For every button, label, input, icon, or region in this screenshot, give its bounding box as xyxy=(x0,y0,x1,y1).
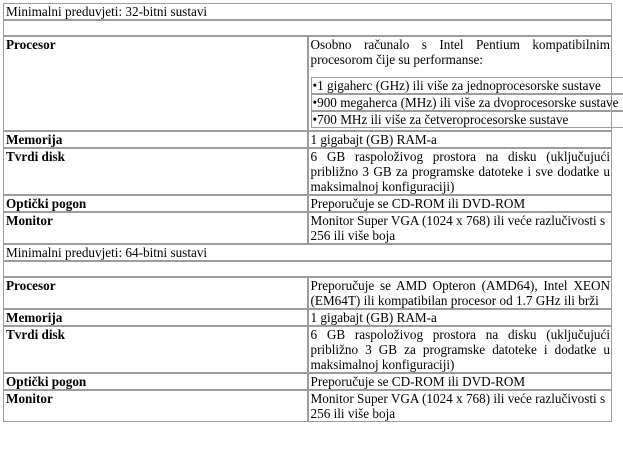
monitor-row xyxy=(3,212,612,244)
processor-option-row xyxy=(311,111,623,128)
disk-row xyxy=(3,326,612,373)
optical-drive-value: Preporučuje se CD-ROM ili DVD-ROM xyxy=(308,373,613,390)
monitor-row xyxy=(3,390,612,422)
spacer-row xyxy=(3,261,612,277)
disk-value: 6 GB raspoloživog prostora na disku (uključujući približno 3 GB za programske datoteke i sve dodatke u maksimalnoj konfiguraciji) xyxy=(308,148,613,195)
spacer-cell xyxy=(3,20,612,36)
memory-value: 1 gigabajt (GB) RAM-a xyxy=(308,131,613,148)
processor-option-quad: •700 MHz ili više za četveroprocesorske sustave xyxy=(311,111,623,128)
monitor-value: Monitor Super VGA (1024 x 768) ili veće razlučivosti s 256 ili više boja xyxy=(308,390,613,422)
monitor-label: Monitor xyxy=(3,212,308,244)
processor-option-dual: •900 megaherca (MHz) ili više za dvoprocesorske sustave xyxy=(311,94,623,111)
optical-drive-value: Preporučuje se CD-ROM ili DVD-ROM xyxy=(308,195,613,212)
memory-row xyxy=(3,131,612,148)
spacer-row xyxy=(3,20,612,36)
monitor-label: Monitor xyxy=(3,390,308,422)
processor-options-table xyxy=(311,77,623,128)
section-heading-row xyxy=(3,244,612,261)
disk-row xyxy=(3,148,612,195)
requirements-document xyxy=(3,3,619,422)
disk-label: Tvrdi disk xyxy=(3,326,308,373)
processor-row xyxy=(3,277,612,309)
processor-label: Procesor xyxy=(3,277,308,309)
processor-label: Procesor xyxy=(3,36,308,131)
processor-description: Osobno računalo s Intel Pentium kompatibilnim procesorom čije su performanse: xyxy=(310,37,610,67)
section-heading-row xyxy=(3,3,612,20)
disk-label: Tvrdi disk xyxy=(3,148,308,195)
processor-option-row xyxy=(311,94,623,111)
memory-label: Memorija xyxy=(3,309,308,326)
optical-drive-row xyxy=(3,373,612,390)
processor-value-cell xyxy=(308,36,619,131)
optical-drive-row xyxy=(3,195,612,212)
memory-value: 1 gigabajt (GB) RAM-a xyxy=(308,309,613,326)
section-heading-64bit: Minimalni preduvjeti: 64-bitni sustavi xyxy=(3,244,612,261)
disk-value: 6 GB raspoloživog prostora na disku (uključujući približno 3 GB za programske datoteke i dodatke u maksimalnoj konfiguraciji) xyxy=(308,326,613,373)
processor-option-row xyxy=(311,77,623,94)
requirements-table xyxy=(3,3,619,422)
monitor-value: Monitor Super VGA (1024 x 768) ili veće razlučivosti s 256 ili više boja xyxy=(308,212,613,244)
spacer-cell xyxy=(3,261,612,277)
memory-label: Memorija xyxy=(3,131,308,148)
processor-option-single: •1 gigaherc (GHz) ili više za jednoprocesorske sustave xyxy=(311,77,623,94)
optical-drive-label: Optički pogon xyxy=(3,195,308,212)
processor-row xyxy=(3,36,612,131)
optical-drive-label: Optički pogon xyxy=(3,373,308,390)
section-heading-32bit: Minimalni preduvjeti: 32-bitni sustavi xyxy=(3,3,612,20)
memory-row xyxy=(3,309,612,326)
processor-value: Preporučuje se AMD Opteron (AMD64), Intel XEON (EM64T) ili kompatibilan procesor od 1.7 GHz ili brži xyxy=(308,277,613,309)
